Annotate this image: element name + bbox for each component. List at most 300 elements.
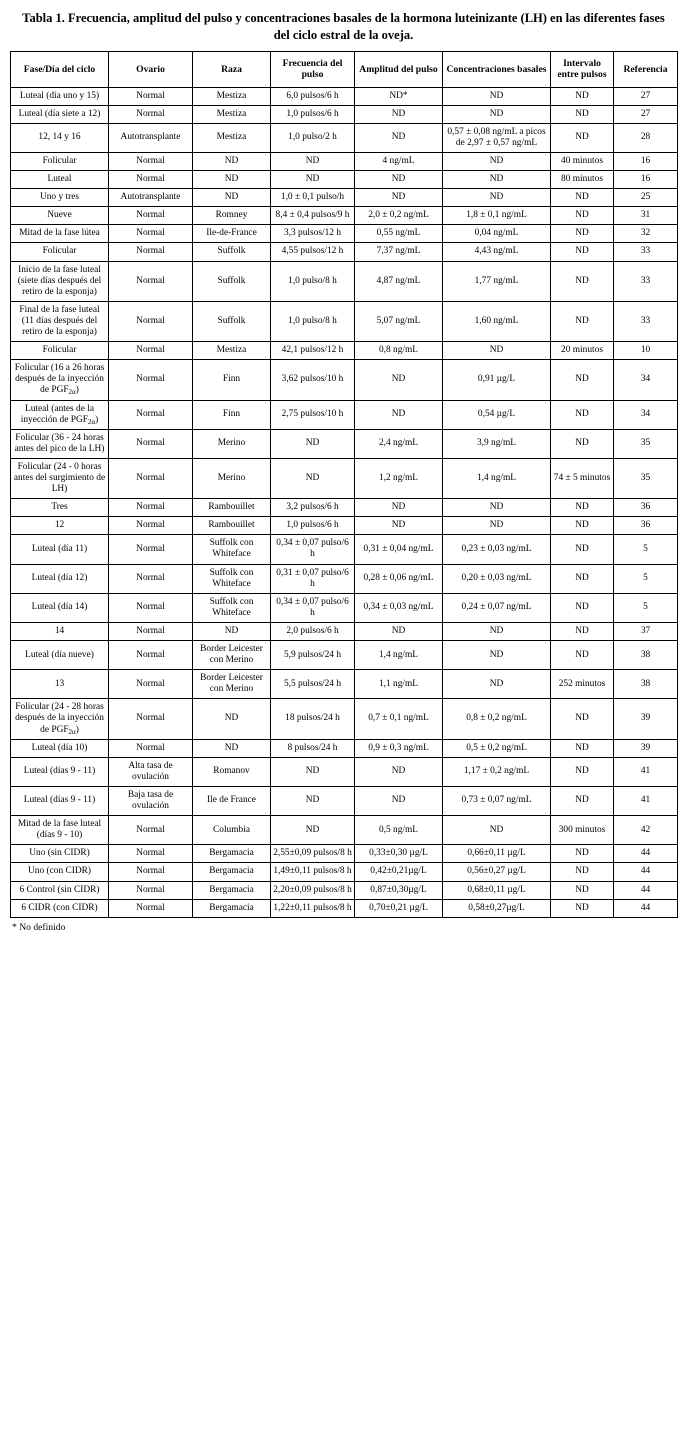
table-cell: 6 Control (sin CIDR) [11, 881, 109, 899]
column-header-frecuencia-pulso: Frecuencia del pulso [271, 52, 355, 88]
table-cell: Luteal (día 10) [11, 739, 109, 757]
table-cell: ND [551, 243, 614, 261]
table-cell: 0,34 ± 0,03 ng/mL [355, 593, 443, 622]
table-cell: 10 [614, 342, 678, 360]
table-cell: ND [355, 189, 443, 207]
table-cell: Suffolk [193, 261, 271, 301]
table-cell: Tres [11, 499, 109, 517]
table-cell: 1,8 ± 0,1 ng/mL [443, 207, 551, 225]
table-caption: Tabla 1. Frecuencia, amplitud del pulso y concentraciones basales de la hormona luteinizante (LH) en las diferentes fases del ciclo estral de la oveja. [22, 11, 665, 42]
table-cell: ND [551, 564, 614, 593]
table-cell: 0,57 ± 0,08 ng/mL a picos de 2,97 ± 0,57 ng/mL [443, 123, 551, 152]
table-cell: 80 minutos [551, 171, 614, 189]
table-cell: ND* [355, 87, 443, 105]
table-cell: 1,0 pulsos/6 h [271, 517, 355, 535]
table-row [11, 564, 678, 593]
table-cell: ND [443, 499, 551, 517]
table-cell: 14 [11, 622, 109, 640]
table-cell: Normal [109, 261, 193, 301]
table-cell: ND [551, 261, 614, 301]
table-cell: Final de la fase luteal (11 días después del retiro de la esponja) [11, 301, 109, 341]
table-row [11, 261, 678, 301]
table-cell: 1,60 ng/mL [443, 301, 551, 341]
table-cell: ND [443, 622, 551, 640]
table-cell: 28 [614, 123, 678, 152]
table-cell: 39 [614, 739, 678, 757]
table-cell: 0,31 ± 0,04 ng/mL [355, 535, 443, 564]
table-cell: 44 [614, 899, 678, 917]
table-row [11, 881, 678, 899]
column-header-ovario: Ovario [109, 52, 193, 88]
column-header-raza: Raza [193, 52, 271, 88]
table-cell: ND [551, 189, 614, 207]
table-row [11, 429, 678, 458]
table-cell: 0,70±0,21 µg/L [355, 899, 443, 917]
table-cell: Suffolk [193, 243, 271, 261]
table-cell: ND [355, 171, 443, 189]
table-cell: 0,20 ± 0,03 ng/mL [443, 564, 551, 593]
table-cell: Folicular (36 - 24 horas antes del pico de la LH) [11, 429, 109, 458]
table-cell: Bergamacia [193, 845, 271, 863]
table-cell: 5,9 pulsos/24 h [271, 641, 355, 670]
table-cell: Bergamacia [193, 881, 271, 899]
table-cell: 44 [614, 845, 678, 863]
table-cell: 1,0 ± 0,1 pulso/h [271, 189, 355, 207]
table-cell: ND [551, 225, 614, 243]
table-cell: 2,75 pulsos/10 h [271, 400, 355, 429]
table-cell: ND [193, 699, 271, 739]
table-cell: 33 [614, 301, 678, 341]
table-cell: Normal [109, 517, 193, 535]
table-cell: Mitad de la fase luteal (días 9 - 10) [11, 816, 109, 845]
table-cell: 0,31 ± 0,07 pulso/6 h [271, 564, 355, 593]
table-cell: 5,07 ng/mL [355, 301, 443, 341]
table-cell: 37 [614, 622, 678, 640]
table-cell: Autotransplante [109, 123, 193, 152]
table-cell: ND [443, 641, 551, 670]
table-cell: 0,34 ± 0,07 pulso/6 h [271, 535, 355, 564]
table-cell: 32 [614, 225, 678, 243]
table-cell: 0,68±0,11 µg/L [443, 881, 551, 899]
table-cell: 36 [614, 499, 678, 517]
table-cell: ND [355, 400, 443, 429]
table-row [11, 207, 678, 225]
table-row [11, 845, 678, 863]
table-cell: ND [271, 786, 355, 815]
table-header-row [11, 52, 678, 88]
table-cell: Ile-de-France [193, 225, 271, 243]
table-cell: 16 [614, 153, 678, 171]
table-cell: ND [271, 153, 355, 171]
table-cell: ND [355, 105, 443, 123]
table-cell: Rambouillet [193, 499, 271, 517]
table-cell: Mestiza [193, 342, 271, 360]
table-row [11, 670, 678, 699]
table-row [11, 863, 678, 881]
table-cell: ND [551, 699, 614, 739]
table-cell: Finn [193, 360, 271, 400]
table-cell: 2,0 pulsos/6 h [271, 622, 355, 640]
table-cell: ND [271, 757, 355, 786]
table-cell: 0,42±0,21µg/L [355, 863, 443, 881]
table-cell: ND [355, 622, 443, 640]
table-row [11, 899, 678, 917]
table-cell: Ile de France [193, 786, 271, 815]
table-cell: 2,4 ng/mL [355, 429, 443, 458]
table-cell: ND [443, 189, 551, 207]
table-cell: 0,58±0,27µg/L [443, 899, 551, 917]
table-row [11, 360, 678, 400]
table-cell: 1,0 pulso/2 h [271, 123, 355, 152]
table-cell: ND [551, 499, 614, 517]
table-cell: ND [443, 105, 551, 123]
table-cell: ND [443, 816, 551, 845]
table-cell: Bergamacia [193, 863, 271, 881]
table-cell: 16 [614, 171, 678, 189]
table-cell: 33 [614, 243, 678, 261]
table-row [11, 699, 678, 739]
table-cell: 4,43 ng/mL [443, 243, 551, 261]
table-cell: 0,33±0,30 µg/L [355, 845, 443, 863]
table-cell: 3,62 pulsos/10 h [271, 360, 355, 400]
table-cell: ND [551, 899, 614, 917]
table-cell: ND [443, 670, 551, 699]
table-row [11, 87, 678, 105]
table-cell: Folicular [11, 153, 109, 171]
table-cell: 39 [614, 699, 678, 739]
table-cell: Bergamacia [193, 899, 271, 917]
table-cell: 0,04 ng/mL [443, 225, 551, 243]
table-row [11, 786, 678, 815]
table-row [11, 342, 678, 360]
table-cell: Suffolk [193, 301, 271, 341]
table-cell: 0,5 ng/mL [355, 816, 443, 845]
table-cell: Luteal (día 11) [11, 535, 109, 564]
table-cell: ND [193, 153, 271, 171]
table-cell: 33 [614, 261, 678, 301]
table-cell: Luteal (días 9 - 11) [11, 757, 109, 786]
table-cell: 7,37 ng/mL [355, 243, 443, 261]
table-cell: 1,0 pulsos/6 h [271, 105, 355, 123]
table-cell: ND [551, 535, 614, 564]
table-cell: Normal [109, 670, 193, 699]
table-cell: 12, 14 y 16 [11, 123, 109, 152]
table-cell: Luteal (días 9 - 11) [11, 786, 109, 815]
table-cell: ND [355, 123, 443, 152]
table-cell: ND [355, 786, 443, 815]
table-cell: 36 [614, 517, 678, 535]
table-cell: 25 [614, 189, 678, 207]
table-cell: Merino [193, 429, 271, 458]
column-header-fase-dia: Fase/Día del ciclo [11, 52, 109, 88]
table-row [11, 739, 678, 757]
table-row [11, 189, 678, 207]
table-cell: Inicio de la fase luteal (siete días después del retiro de la esponja) [11, 261, 109, 301]
table-cell: Normal [109, 87, 193, 105]
table-cell: ND [271, 458, 355, 498]
lh-data-table [10, 51, 678, 918]
table-cell: Border Leicester con Merino [193, 641, 271, 670]
table-cell: Uno (con CIDR) [11, 863, 109, 881]
table-cell: 0,91 µg/L [443, 360, 551, 400]
table-cell: Baja tasa de ovulación [109, 786, 193, 815]
table-cell: 0,7 ± 0,1 ng/mL [355, 699, 443, 739]
table-cell: ND [193, 189, 271, 207]
table-cell: ND [551, 641, 614, 670]
table-cell: Normal [109, 105, 193, 123]
table-header [11, 52, 678, 88]
table-cell: Mitad de la fase lútea [11, 225, 109, 243]
table-cell: ND [193, 739, 271, 757]
table-cell: Normal [109, 622, 193, 640]
table-cell: Columbia [193, 816, 271, 845]
table-cell: ND [193, 622, 271, 640]
table-cell: 252 minutos [551, 670, 614, 699]
table-cell: 18 pulsos/24 h [271, 699, 355, 739]
table-cell: ND [551, 757, 614, 786]
table-cell: 0,8 ± 0,2 ng/mL [443, 699, 551, 739]
table-cell: ND [551, 863, 614, 881]
table-body [11, 87, 678, 917]
table-cell: Normal [109, 564, 193, 593]
table-cell: 27 [614, 87, 678, 105]
table-cell: 0,73 ± 0,07 ng/mL [443, 786, 551, 815]
table-cell: 1,2 ng/mL [355, 458, 443, 498]
table-cell: Normal [109, 816, 193, 845]
table-cell: ND [551, 123, 614, 152]
table-row [11, 641, 678, 670]
table-cell: Normal [109, 360, 193, 400]
table-cell: 1,22±0,11 pulsos/8 h [271, 899, 355, 917]
table-cell: ND [551, 87, 614, 105]
table-cell: Luteal (día 12) [11, 564, 109, 593]
table-cell: Normal [109, 641, 193, 670]
table-cell: Normal [109, 499, 193, 517]
table-cell: Normal [109, 243, 193, 261]
table-cell: 0,23 ± 0,03 ng/mL [443, 535, 551, 564]
table-cell: 1,1 ng/mL [355, 670, 443, 699]
table-cell: Normal [109, 593, 193, 622]
table-cell: Mestiza [193, 87, 271, 105]
table-cell: Folicular [11, 243, 109, 261]
table-cell: Luteal [11, 171, 109, 189]
table-cell: 0,8 ng/mL [355, 342, 443, 360]
table-row [11, 757, 678, 786]
table-footnote: * No definido [12, 921, 66, 933]
table-cell: 31 [614, 207, 678, 225]
table-cell: 8,4 ± 0,4 pulsos/9 h [271, 207, 355, 225]
table-cell: Uno (sin CIDR) [11, 845, 109, 863]
table-cell: Folicular (24 - 0 horas antes del surgimiento de LH) [11, 458, 109, 498]
table-cell: 74 ± 5 minutos [551, 458, 614, 498]
table-cell: 0,34 ± 0,07 pulso/6 h [271, 593, 355, 622]
table-cell: Normal [109, 225, 193, 243]
table-cell: Normal [109, 739, 193, 757]
table-cell: 1,17 ± 0,2 ng/mL [443, 757, 551, 786]
table-cell: 4 ng/mL [355, 153, 443, 171]
table-cell: Normal [109, 458, 193, 498]
table-row [11, 458, 678, 498]
table-cell: Folicular (16 a 26 horas después de la inyección de $PGF_{2\alpha}$) [11, 360, 109, 400]
table-cell: 4,87 ng/mL [355, 261, 443, 301]
table-cell: 3,2 pulsos/6 h [271, 499, 355, 517]
table-cell: 27 [614, 105, 678, 123]
table-cell: ND [443, 153, 551, 171]
table-cell: 0,9 ± 0,3 ng/mL [355, 739, 443, 757]
table-cell: ND [443, 517, 551, 535]
table-cell: Normal [109, 207, 193, 225]
table-cell: 44 [614, 881, 678, 899]
table-cell: Suffolk con Whiteface [193, 564, 271, 593]
table-row [11, 225, 678, 243]
table-cell: Romney [193, 207, 271, 225]
column-header-intervalo-pulsos: Intervalo entre pulsos [551, 52, 614, 88]
table-cell: ND [443, 342, 551, 360]
table-cell: 0,24 ± 0,07 ng/mL [443, 593, 551, 622]
table-cell: Luteal (día siete a 12) [11, 105, 109, 123]
table-cell: 34 [614, 400, 678, 429]
table-cell: 42 [614, 816, 678, 845]
table-cell: ND [193, 171, 271, 189]
table-cell: ND [551, 400, 614, 429]
table-cell: ND [443, 87, 551, 105]
table-cell: ND [271, 816, 355, 845]
table-cell: Normal [109, 899, 193, 917]
table-row [11, 400, 678, 429]
table-cell: 3,9 ng/mL [443, 429, 551, 458]
table-cell: Normal [109, 301, 193, 341]
table-cell: 8 pulsos/24 h [271, 739, 355, 757]
table-cell: ND [551, 360, 614, 400]
table-cell: Finn [193, 400, 271, 429]
table-cell: Nueve [11, 207, 109, 225]
table-cell: ND [551, 622, 614, 640]
table-row [11, 499, 678, 517]
table-cell: 2,55±0,09 pulsos/8 h [271, 845, 355, 863]
table-cell: ND [355, 360, 443, 400]
table-cell: ND [355, 499, 443, 517]
table-cell: 42,1 pulsos/12 h [271, 342, 355, 360]
table-cell: 35 [614, 429, 678, 458]
table-cell: ND [271, 171, 355, 189]
table-cell: 0,28 ± 0,06 ng/mL [355, 564, 443, 593]
table-cell: 34 [614, 360, 678, 400]
table-row [11, 622, 678, 640]
table-row [11, 153, 678, 171]
table-cell: 0,56±0,27 µg/L [443, 863, 551, 881]
table-cell: 35 [614, 458, 678, 498]
table-cell: ND [355, 757, 443, 786]
table-cell: 5 [614, 564, 678, 593]
table-cell: Merino [193, 458, 271, 498]
table-cell: 13 [11, 670, 109, 699]
table-cell: Normal [109, 429, 193, 458]
table-cell: 4,55 pulsos/12 h [271, 243, 355, 261]
table-cell: Rambouillet [193, 517, 271, 535]
table-cell: Normal [109, 400, 193, 429]
table-cell: 40 minutos [551, 153, 614, 171]
table-cell: 0,87±0,30µg/L [355, 881, 443, 899]
table-row [11, 593, 678, 622]
table-cell: Mestiza [193, 123, 271, 152]
column-header-concentraciones-basales: Concentraciones basales [443, 52, 551, 88]
table-cell: ND [551, 786, 614, 815]
table-cell: 44 [614, 863, 678, 881]
table-cell: Mestiza [193, 105, 271, 123]
table-row [11, 535, 678, 564]
table-cell: Luteal (día 14) [11, 593, 109, 622]
column-header-amplitud-pulso: Amplitud del pulso [355, 52, 443, 88]
table-cell: ND [443, 171, 551, 189]
table-cell: 41 [614, 757, 678, 786]
table-row [11, 171, 678, 189]
table-cell: 6 CIDR (con CIDR) [11, 899, 109, 917]
table-cell: Normal [109, 845, 193, 863]
table-cell: ND [551, 739, 614, 757]
table-cell: 5 [614, 593, 678, 622]
table-cell: Luteal (día nueve) [11, 641, 109, 670]
table-cell: 3,3 pulsos/12 h [271, 225, 355, 243]
table-cell: 0,66±0,11 µg/L [443, 845, 551, 863]
table-cell: Border Leicester con Merino [193, 670, 271, 699]
table-cell: 1,0 pulso/8 h [271, 261, 355, 301]
table-cell: 5 [614, 535, 678, 564]
table-row [11, 517, 678, 535]
table-cell: 300 minutos [551, 816, 614, 845]
table-cell: Normal [109, 535, 193, 564]
table-cell: 2,0 ± 0,2 ng/mL [355, 207, 443, 225]
table-cell: Normal [109, 171, 193, 189]
table-cell: 2,20±0,09 pulsos/8 h [271, 881, 355, 899]
table-row [11, 105, 678, 123]
column-header-referencia: Referencia [614, 52, 678, 88]
table-cell: Folicular [11, 342, 109, 360]
table-cell: 1,0 pulso/8 h [271, 301, 355, 341]
table-cell: ND [551, 105, 614, 123]
table-cell: 1,49±0,11 pulsos/8 h [271, 863, 355, 881]
table-cell: ND [551, 593, 614, 622]
table-cell: ND [271, 429, 355, 458]
table-cell: 6,0 pulsos/6 h [271, 87, 355, 105]
table-cell: Autotransplante [109, 189, 193, 207]
table-cell: ND [551, 845, 614, 863]
table-cell: Romanov [193, 757, 271, 786]
table-cell: Suffolk con Whiteface [193, 535, 271, 564]
table-cell: Uno y tres [11, 189, 109, 207]
table-cell: 5,5 pulsos/24 h [271, 670, 355, 699]
table-cell: 1,77 ng/mL [443, 261, 551, 301]
table-cell: Luteal (día uno y 15) [11, 87, 109, 105]
table-cell: ND [551, 301, 614, 341]
table-cell: 20 minutos [551, 342, 614, 360]
table-cell: 41 [614, 786, 678, 815]
table-cell: Normal [109, 342, 193, 360]
table-cell: 1,4 ng/mL [443, 458, 551, 498]
table-row [11, 243, 678, 261]
table-row [11, 123, 678, 152]
table-cell: Normal [109, 863, 193, 881]
table-cell: 38 [614, 670, 678, 699]
table-cell: Suffolk con Whiteface [193, 593, 271, 622]
table-cell: Folicular (24 - 28 horas después de la inyección de $PGF_{2\alpha}$) [11, 699, 109, 739]
table-cell: Alta tasa de ovulación [109, 757, 193, 786]
table-cell: Normal [109, 881, 193, 899]
table-cell: Normal [109, 699, 193, 739]
table-cell: ND [551, 207, 614, 225]
table-cell: 0,55 ng/mL [355, 225, 443, 243]
table-cell: 12 [11, 517, 109, 535]
table-cell: Normal [109, 153, 193, 171]
